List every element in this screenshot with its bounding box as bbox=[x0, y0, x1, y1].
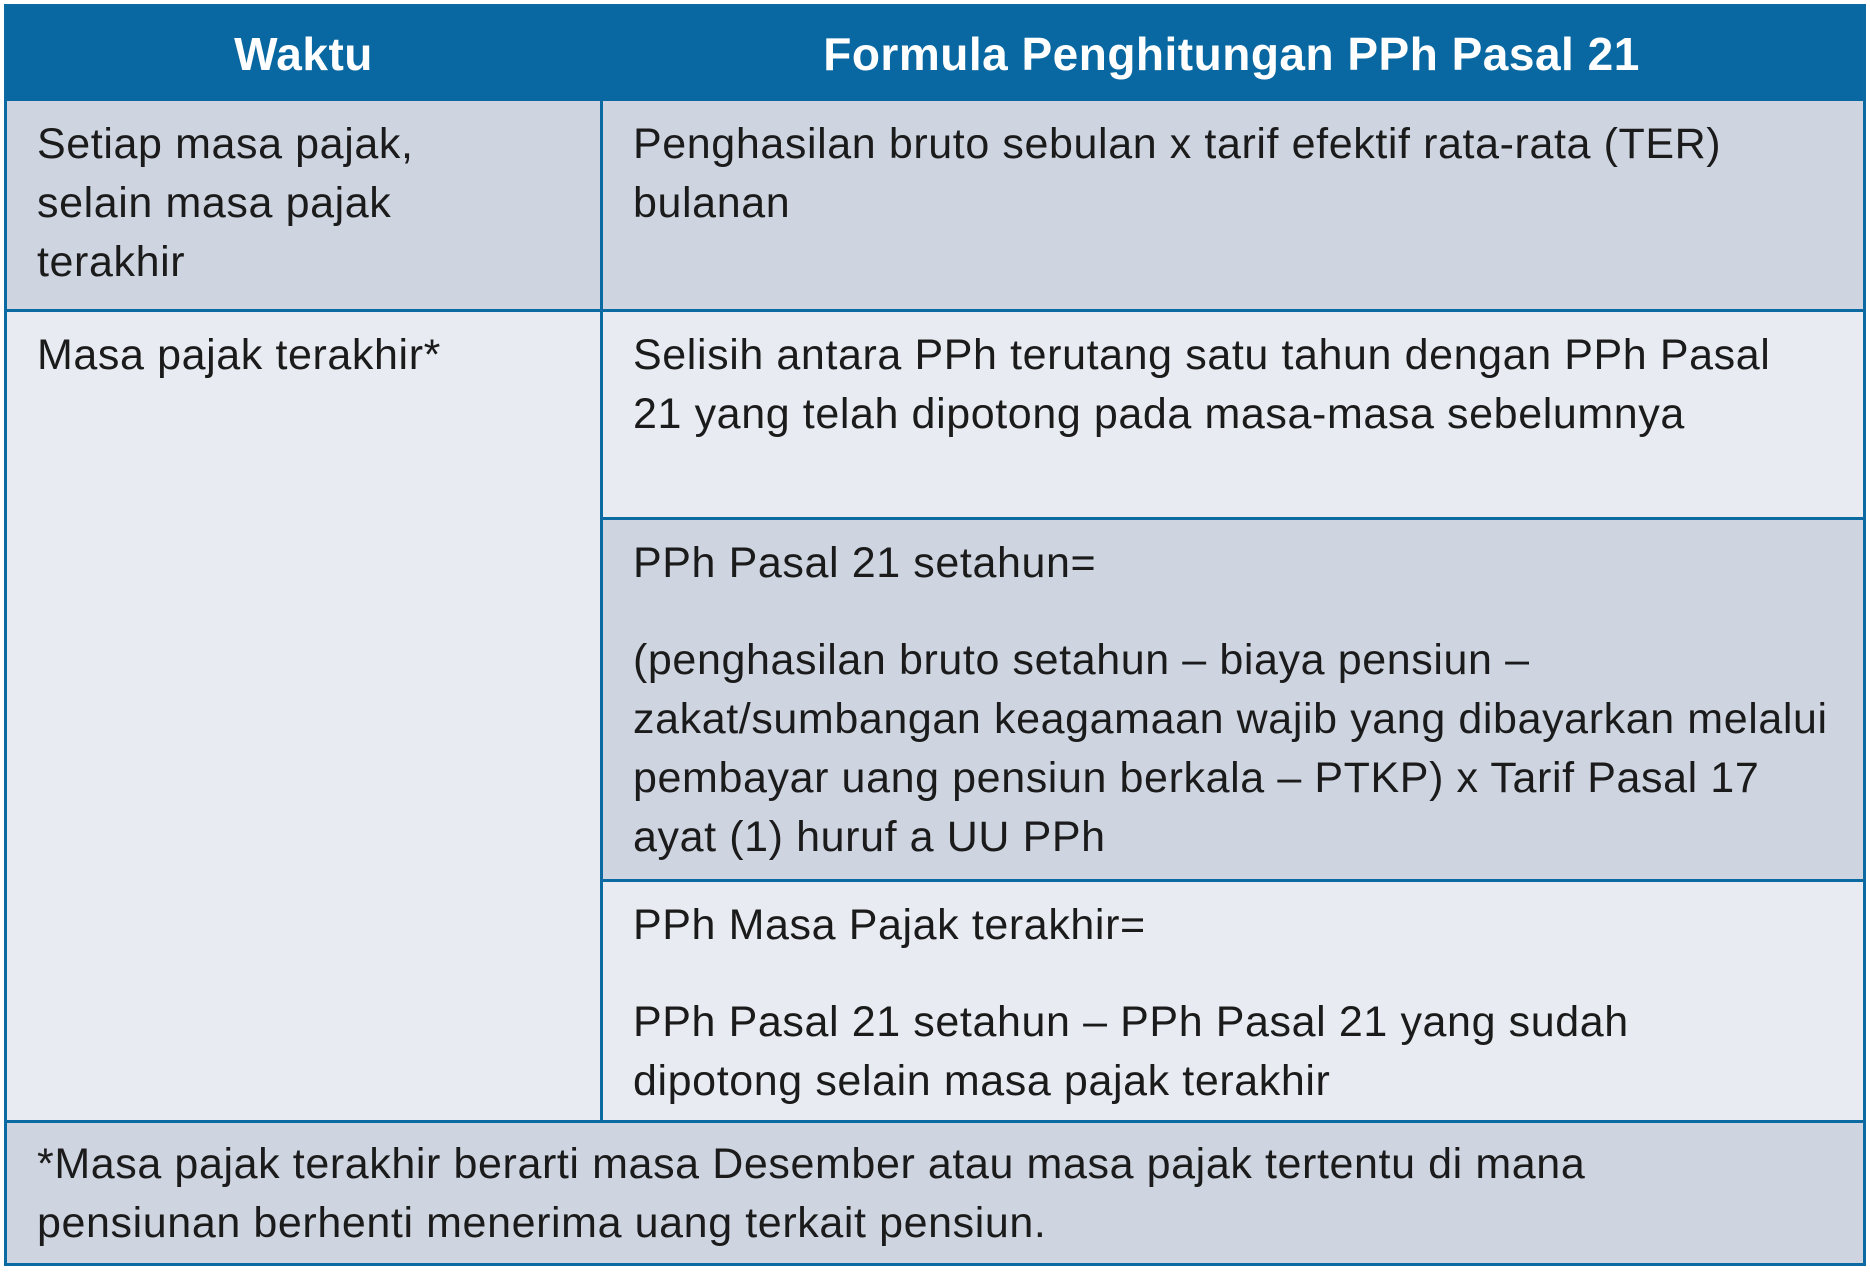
footnote-cell bbox=[7, 1123, 1863, 1263]
pph-table bbox=[4, 4, 1866, 1266]
row1-formula-text: Penghasilan bruto sebulan x tarif efektif rata-rata (TER) bulanan bbox=[633, 120, 1722, 227]
header-formula: Formula Penghitungan PPh Pasal 21 bbox=[823, 28, 1640, 80]
column-divider bbox=[600, 101, 603, 1123]
row1-waktu-cell bbox=[7, 101, 600, 309]
row2-formula-b-body: (penghasilan bruto setahun – biaya pensiun – zakat/sumbangan keagamaan wajib yang dibayarkan melalui pembayar uang pensiun berkala – PTKP) x Tarif Pasal 17 ayat (1) huruf a UU PPh bbox=[633, 636, 1828, 861]
subrow-b-divider bbox=[603, 879, 1863, 882]
row2-formula-c-title: PPh Masa Pajak terakhir= bbox=[633, 901, 1146, 949]
row2-formula-b-cell bbox=[603, 520, 1863, 879]
row2-waktu-text: Masa pajak terakhir* bbox=[37, 331, 441, 379]
row1-divider bbox=[7, 309, 1863, 312]
row2-formula-a-cell bbox=[603, 312, 1863, 517]
footnote-text: *Masa pajak terakhir berarti masa Desember atau masa pajak tertentu di mana pensiunan berhenti menerima uang terkait pensiun. bbox=[37, 1140, 1586, 1247]
row2-formula-b-title: PPh Pasal 21 setahun= bbox=[633, 539, 1097, 587]
header-waktu: Waktu bbox=[234, 28, 373, 80]
subrow-a-divider bbox=[603, 517, 1863, 520]
row1-waktu-text: Setiap masa pajak, selain masa pajak terakhir bbox=[37, 120, 414, 286]
row2-formula-a-text: Selisih antara PPh terutang satu tahun dengan PPh Pasal 21 yang telah dipotong pada masa-masa sebelumnya bbox=[633, 331, 1771, 438]
row2-formula-c-body: PPh Pasal 21 setahun – PPh Pasal 21 yang sudah dipotong selain masa pajak terakhir bbox=[633, 998, 1629, 1105]
row2-formula-c-cell bbox=[603, 882, 1863, 1120]
row2-waktu-cell bbox=[7, 312, 600, 1120]
table-header bbox=[7, 7, 1863, 101]
row1-formula-cell bbox=[603, 101, 1863, 309]
footnote-divider bbox=[7, 1120, 1863, 1123]
